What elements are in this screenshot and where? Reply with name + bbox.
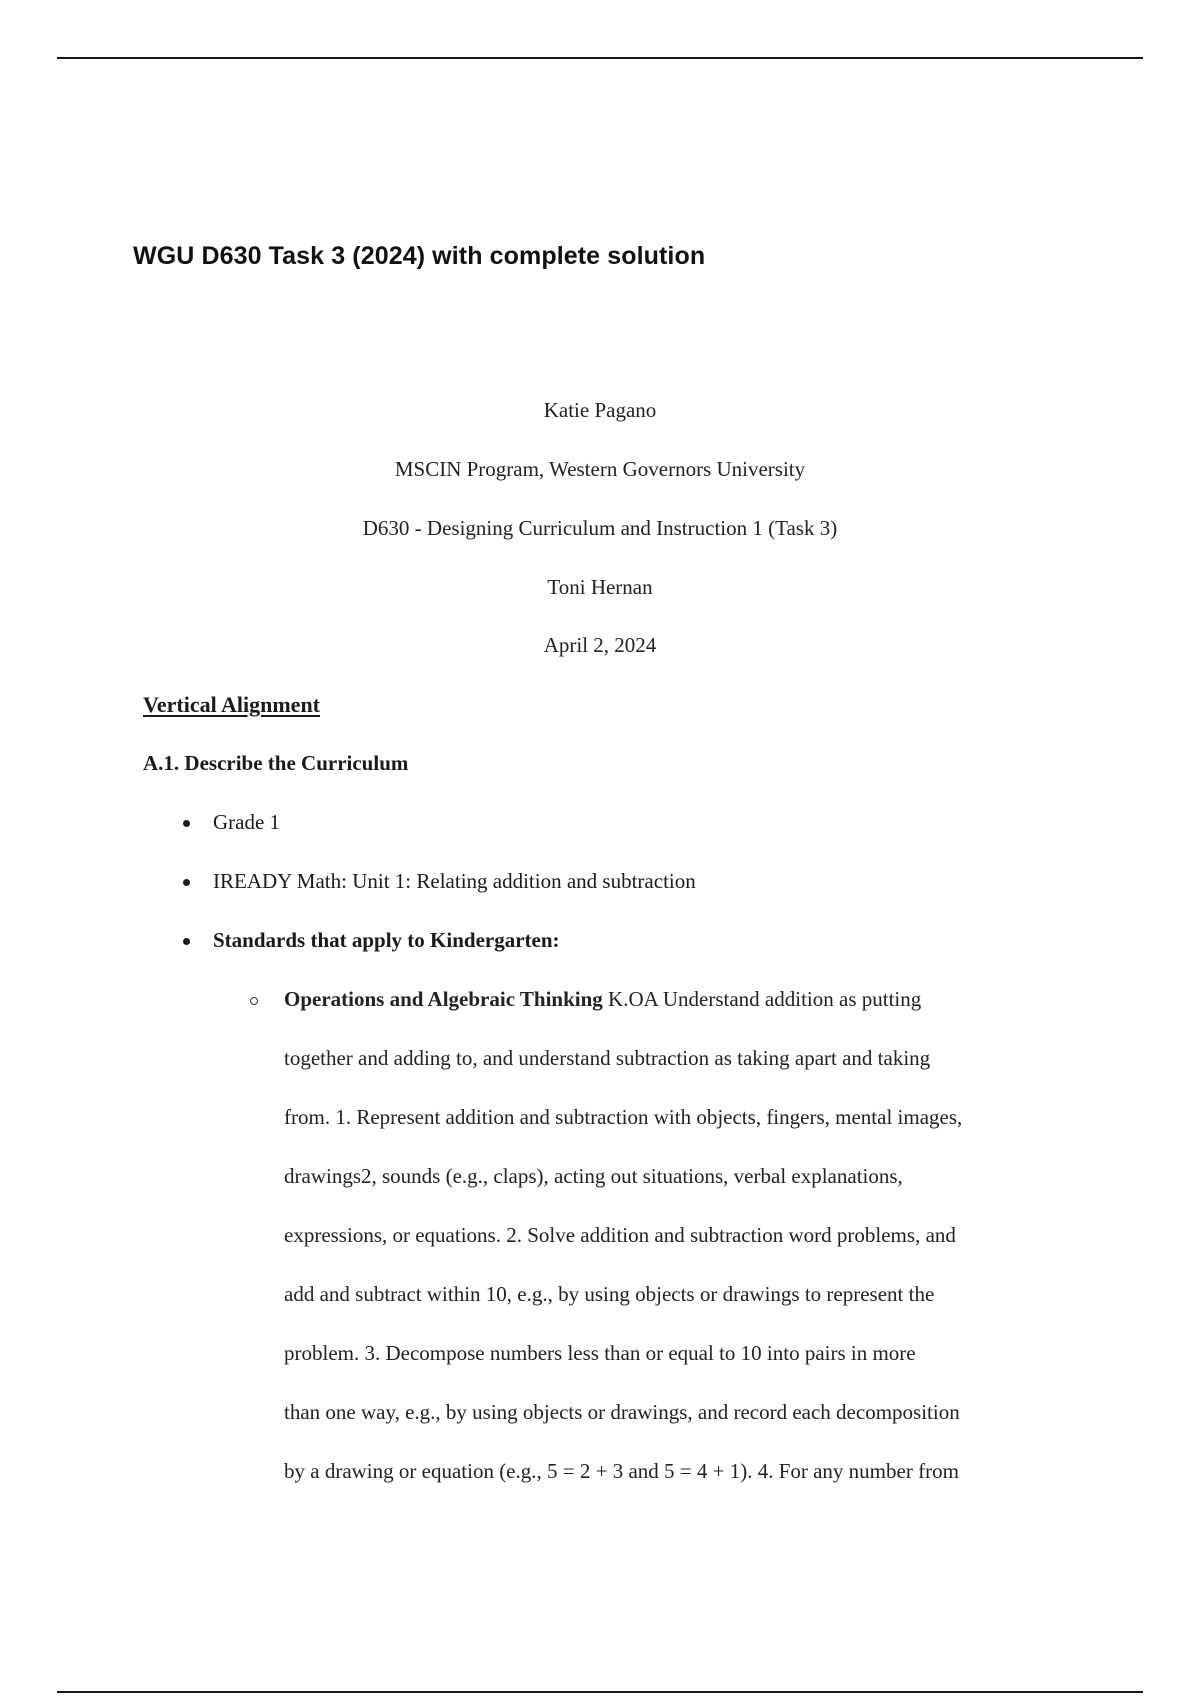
author-name: Katie Pagano bbox=[543, 398, 657, 422]
list-item-text: IREADY Math: Unit 1: Relating addition and subtraction bbox=[213, 869, 696, 893]
bullet-dot-icon bbox=[183, 938, 190, 945]
section-heading: Vertical Alignment bbox=[143, 692, 320, 717]
standard-paragraph-line bbox=[284, 987, 921, 1012]
hollow-bullet-icon bbox=[250, 997, 258, 1005]
standard-paragraph-line: than one way, e.g., by using objects or drawings, and record each decomposition bbox=[284, 1400, 960, 1424]
document-date: April 2, 2024 bbox=[543, 633, 657, 657]
standard-paragraph-line: problem. 3. Decompose numbers less than or equal to 10 into pairs in more bbox=[284, 1341, 916, 1365]
program-name: MSCIN Program, Western Governors University bbox=[394, 457, 806, 481]
standard-paragraph-line: add and subtract within 10, e.g., by using objects or drawings to represent the bbox=[284, 1282, 935, 1306]
document-title: WGU D630 Task 3 (2024) with complete solution bbox=[133, 242, 706, 270]
standard-text: K.OA Understand addition as putting bbox=[602, 987, 922, 1011]
subsection-heading: A.1. Describe the Curriculum bbox=[143, 751, 409, 775]
bullet-dot-icon bbox=[183, 820, 190, 827]
standard-label: Operations and Algebraic Thinking bbox=[284, 987, 603, 1011]
standard-paragraph-line: together and adding to, and understand subtraction as taking apart and taking bbox=[284, 1046, 931, 1070]
list-item-text: Grade 1 bbox=[213, 810, 281, 834]
standard-paragraph-line: expressions, or equations. 2. Solve addition and subtraction word problems, and bbox=[284, 1223, 956, 1247]
bullet-dot-icon bbox=[183, 879, 190, 886]
top-rule bbox=[57, 57, 1143, 59]
standard-paragraph-line: drawings2, sounds (e.g., claps), acting out situations, verbal explanations, bbox=[284, 1164, 903, 1188]
course-name: D630 - Designing Curriculum and Instruction 1 (Task 3) bbox=[362, 516, 838, 540]
standard-paragraph-line: from. 1. Represent addition and subtraction with objects, fingers, mental images, bbox=[284, 1105, 963, 1129]
instructor-name: Toni Hernan bbox=[547, 575, 653, 599]
bottom-rule bbox=[57, 1691, 1143, 1693]
standard-paragraph-line: by a drawing or equation (e.g., 5 = 2 + 3 and 5 = 4 + 1). 4. For any number from bbox=[284, 1459, 959, 1483]
list-item-text: Standards that apply to Kindergarten: bbox=[213, 928, 560, 952]
